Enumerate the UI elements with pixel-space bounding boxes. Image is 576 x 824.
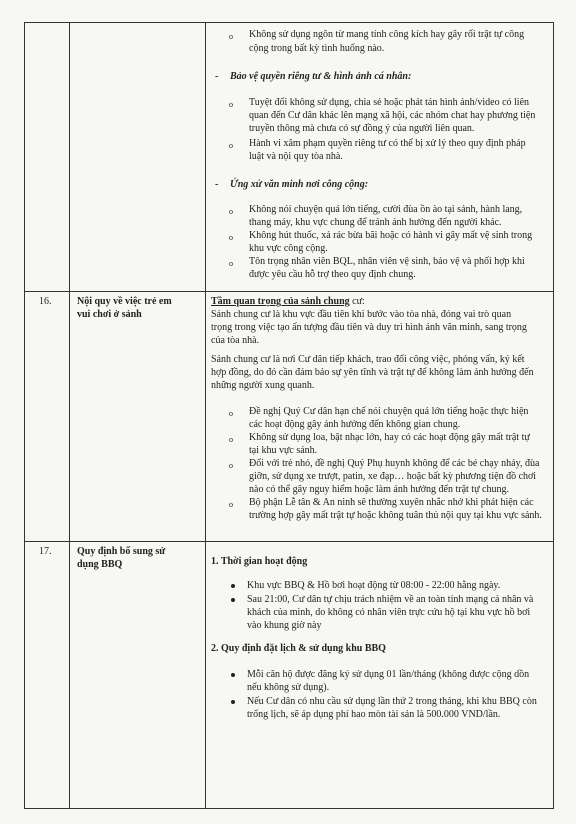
column-divider (69, 23, 70, 808)
item-text: truyền thông mà chưa có sự đồng ý của người liên quan. (249, 123, 475, 134)
item-text: cộng trong bất kỳ tình huống nào. (249, 43, 385, 54)
circle-bullet: o (229, 32, 233, 41)
item-text: Tuyệt đối không sử dụng, chia sẻ hoặc phát tán hình ảnh/video có liên (249, 97, 530, 108)
item-text: Bộ phận Lễ tân & An ninh sẽ thường xuyên nhắc nhở khi phát hiện các (249, 497, 534, 508)
row-number: 16. (39, 296, 52, 307)
dash-bullet: - (215, 71, 219, 82)
item-text: luật và nội quy tòa nhà. (249, 151, 343, 162)
circle-bullet: o (229, 461, 233, 470)
paragraph-text: những người xung quanh. (211, 380, 315, 391)
circle-bullet: o (229, 207, 233, 216)
item-text: Đối với trẻ nhỏ, đề nghị Quý Phụ huynh không để các bé chạy nhảy, đùa (249, 458, 540, 469)
circle-bullet: o (229, 141, 233, 150)
circle-bullet: o (229, 259, 233, 268)
item-text: Không sử dụng loa, bật nhạc lớn, hay có các hoạt động gây mất trật tự (249, 432, 530, 443)
paragraph-text: hợp đồng, do đó cần đảm bảo sự yên tĩnh và trật tự để không làm ảnh hưởng đến (211, 367, 534, 378)
section-heading: 2. Quy định đặt lịch & sử dụng khu BBQ (211, 643, 386, 654)
item-text: được yêu cầu hỗ trợ theo quy định chung. (249, 269, 416, 280)
circle-bullet: o (229, 500, 233, 509)
item-text: tại khu vực sảnh. (249, 445, 318, 456)
circle-bullet: o (229, 409, 233, 418)
item-text: khách của mình, do không có nhân viên trực cứu hộ tại khu vực hồ bơi (247, 607, 531, 618)
disc-bullet (231, 700, 235, 704)
item-text: giỡn, sử dụng xe trượt, patin, xe đạp… hoặc bất kỳ phương tiện đồ chơi (249, 471, 537, 482)
privacy-heading: Bảo vệ quyền riêng tư & hình ảnh cá nhân: (230, 71, 412, 82)
column-divider (205, 23, 206, 808)
disc-bullet (231, 584, 235, 588)
paragraph-text: Sảnh chung cư là nơi Cư dân tiếp khách, trao đổi công việc, phỏng vấn, ký kết (211, 354, 525, 365)
section-heading: 1. Thời gian hoạt động (211, 556, 308, 567)
row-title: Quy định bổ sung sử (77, 546, 166, 557)
row-title: Nội quy về việc trẻ em (77, 296, 172, 307)
row-number: 17. (39, 546, 52, 557)
dash-bullet: - (215, 179, 219, 190)
row-title: dụng BBQ (77, 559, 123, 570)
item-text: quan đến Cư dân khác lên mạng xã hội, các nhóm chat hay phương tiện (249, 110, 536, 121)
item-text: Không nói chuyện quá lớn tiếng, cười đùa ồn ào tại sảnh, hành lang, (249, 204, 523, 215)
circle-bullet: o (229, 233, 233, 242)
row-divider (25, 291, 553, 292)
item-text: trống lịch, sẽ áp dụng phí hao mòn tài sản là 500.000 VND/lần. (247, 709, 501, 720)
item-text: nào có thể gây nguy hiểm hoặc làm ảnh hưởng đến trật tự chung. (249, 484, 509, 495)
item-text: Hành vi xâm phạm quyền riêng tư có thể bị xử lý theo quy định pháp (249, 138, 526, 149)
paragraph-text: của tòa nhà. (211, 335, 260, 346)
item-text: các hoạt động gây ảnh hưởng đến không gian chung. (249, 419, 461, 430)
item-text: nếu không sử dụng). (247, 682, 330, 693)
item-text: Không sử dụng ngôn từ mang tính công kích hay gây rối trật tự công (249, 29, 525, 40)
item-text: Tôn trọng nhân viên BQL, nhân viên vệ sinh, bảo vệ và phối hợp khi (249, 256, 525, 267)
paragraph-text: trọng trong việc tạo ấn tượng đầu tiên và duy trì hình ảnh văn minh, sang trọng (211, 322, 527, 333)
disc-bullet (231, 598, 235, 602)
section-heading: Tầm quan trọng của sảnh chung cư: (211, 296, 365, 307)
circle-bullet: o (229, 435, 233, 444)
item-text: trường hợp gây mất trật tự hoặc không tuân thủ nội quy tại khu vực sảnh. (249, 510, 542, 521)
item-text: vào khung giờ này (247, 620, 322, 631)
circle-bullet: o (229, 100, 233, 109)
row-divider (25, 541, 553, 542)
item-text: khu vực công cộng. (249, 243, 328, 254)
disc-bullet (231, 673, 235, 677)
rules-table (24, 22, 554, 809)
item-text: Không hút thuốc, xả rác bừa bãi hoặc có hành vi gây mất vệ sinh trong (249, 230, 533, 241)
row-title: vui chơi ở sảnh (77, 309, 142, 320)
item-text: Khu vực BBQ & Hồ bơi hoạt động từ 08:00 - 22:00 hằng ngày. (247, 580, 501, 591)
public-heading: Ứng xử văn minh nơi công cộng: (230, 179, 369, 190)
item-text: Mỗi căn hộ được đăng ký sử dụng 01 lần/tháng (không được cộng dồn (247, 669, 530, 680)
item-text: Sau 21:00, Cư dân tự chịu trách nhiệm về an toàn tính mạng cả nhân và (247, 594, 534, 605)
paragraph-text: Sảnh chung cư là khu vực đầu tiên khi bước vào tòa nhà, đóng vai trò quan (211, 309, 512, 320)
item-text: Đề nghị Quý Cư dân hạn chế nói chuyện quá lớn tiếng hoặc thực hiện (249, 406, 529, 417)
item-text: thang máy, khu vực chung để tránh ảnh hưởng đến người khác. (249, 217, 502, 228)
item-text: Nếu Cư dân có nhu cầu sử dụng lần thứ 2 trong tháng, khi khu BBQ còn (247, 696, 537, 707)
